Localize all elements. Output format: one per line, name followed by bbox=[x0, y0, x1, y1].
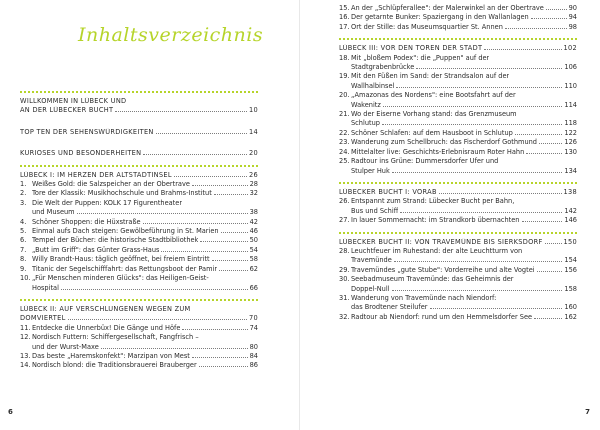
entry-line bbox=[351, 303, 577, 312]
entry-number: 14. bbox=[20, 361, 31, 370]
leader-dots bbox=[546, 9, 567, 10]
entry-title: Radtour ins Grüne: Dummersdorfer Ufer und bbox=[351, 157, 499, 166]
toc-entry[interactable] bbox=[339, 91, 577, 110]
leader-dots bbox=[534, 318, 562, 319]
entry-body bbox=[351, 23, 577, 32]
entry-line bbox=[32, 324, 258, 333]
entry-title: Entdecke die Unnerbüx! Die Gänge und Höfe bbox=[32, 323, 181, 332]
entry-body bbox=[351, 157, 577, 176]
leader-dots bbox=[199, 366, 248, 367]
leader-dots bbox=[392, 290, 563, 291]
entry-title: Seebadmuseum Travemünde: das Geheimnis der bbox=[351, 275, 514, 284]
right-page bbox=[300, 0, 600, 430]
entry-page: 54 bbox=[249, 245, 258, 254]
divider bbox=[339, 38, 577, 40]
entry-page: 154 bbox=[564, 256, 577, 265]
entry-number: 30. bbox=[339, 275, 350, 284]
entry-line bbox=[32, 352, 258, 361]
entry-title: Mittelalter live: Geschichts-Erlebnisraum Roter Hahn bbox=[351, 147, 525, 156]
toc-entry[interactable] bbox=[20, 227, 258, 236]
entry-line bbox=[351, 148, 577, 157]
entry-body bbox=[351, 72, 577, 91]
toc-entry[interactable] bbox=[20, 352, 258, 361]
entry-number: 29. bbox=[339, 265, 350, 274]
entry-number: 16. bbox=[339, 13, 350, 22]
entry-body bbox=[351, 247, 577, 266]
leader-dots bbox=[526, 153, 562, 154]
entry-title: Mit den Füßen im Sand: der Strandsalon auf der bbox=[351, 72, 510, 81]
entry-body bbox=[351, 294, 577, 313]
toc-title: Inhaltsverzeichnis bbox=[78, 24, 264, 46]
leader-dots bbox=[161, 251, 247, 252]
front-matter-kurioses[interactable]: KURIOSES UND BESONDERHEITEN 20 bbox=[20, 149, 258, 158]
entry-page: 80 bbox=[249, 342, 258, 351]
entry-body bbox=[32, 333, 258, 352]
entry-line bbox=[32, 361, 258, 370]
entry-number: 3. bbox=[20, 198, 27, 207]
leader-dots bbox=[77, 213, 248, 214]
toc-entry[interactable] bbox=[20, 180, 258, 189]
entry-line bbox=[32, 284, 258, 293]
entry-number: 8. bbox=[20, 255, 27, 264]
entry-number: 24. bbox=[339, 147, 350, 156]
entry-title: Travemündes „gute Stube": Vorderreihe und alte Vogtei bbox=[351, 265, 535, 274]
toc-entry[interactable] bbox=[339, 13, 577, 22]
entry-number: 20. bbox=[339, 91, 350, 100]
entry-line bbox=[351, 247, 577, 256]
toc-entry[interactable] bbox=[20, 218, 258, 227]
toc-entry[interactable] bbox=[20, 236, 258, 245]
toc-entry[interactable] bbox=[20, 189, 258, 198]
entry-title: Radtour ab Niendorf: rund um den Hemmelsdorfer See bbox=[351, 312, 533, 321]
entry-title: Wanderung zum Schellbruch: das Fischerdorf Gothmund bbox=[351, 138, 537, 147]
entry-page: 32 bbox=[249, 189, 258, 198]
entry-number: 13. bbox=[20, 351, 31, 360]
toc-entry[interactable] bbox=[20, 255, 258, 264]
entry-title: „Amazonas des Nordens": eine Bootsfahrt auf der bbox=[351, 91, 516, 100]
leader-dots bbox=[515, 134, 563, 135]
entry-title: Bus und Schiff bbox=[351, 206, 399, 215]
entry-title: Willy Brandt-Haus: täglich geöffnet, bei freiem Eintritt bbox=[32, 255, 210, 264]
entry-page: 86 bbox=[249, 361, 258, 370]
toc-entry[interactable] bbox=[339, 110, 577, 129]
entry-number: 26. bbox=[339, 197, 350, 206]
entry-title: Stulper Huk bbox=[351, 166, 390, 175]
entry-body bbox=[351, 197, 577, 216]
entry-title: Wo der Eiserne Vorhang stand: das Grenzmuseum bbox=[351, 110, 517, 119]
divider bbox=[339, 182, 577, 184]
entry-page: 118 bbox=[564, 119, 577, 128]
entry-page: 114 bbox=[564, 100, 577, 109]
leader-dots bbox=[383, 106, 563, 107]
entry-title: das Brodtener Steilufer bbox=[351, 303, 428, 312]
entry-page: 158 bbox=[564, 284, 577, 293]
entry-number: 31. bbox=[339, 293, 350, 302]
entry-body bbox=[32, 189, 258, 198]
entry-page: 94 bbox=[568, 13, 577, 22]
entry-title: Wanderung von Travemünde nach Niendorf: bbox=[351, 293, 497, 302]
entry-line bbox=[32, 189, 258, 198]
entry-number: 7. bbox=[20, 245, 27, 254]
entry-title: und Museum bbox=[32, 208, 75, 217]
entry-title: Das beste „Haremskonfekt": Marzipan von Mest bbox=[32, 351, 190, 360]
entry-line bbox=[351, 256, 577, 265]
entry-body bbox=[32, 236, 258, 245]
entry-line bbox=[351, 266, 577, 275]
entry-line bbox=[351, 13, 577, 22]
entry-page: 98 bbox=[568, 22, 577, 31]
entry-number: 28. bbox=[339, 246, 350, 255]
page-number-right: 7 bbox=[585, 408, 590, 416]
entry-page: 62 bbox=[249, 264, 258, 273]
toc-entry[interactable] bbox=[20, 246, 258, 255]
entry-number: 32. bbox=[339, 312, 350, 321]
entry-page: 146 bbox=[564, 216, 577, 225]
entry-body bbox=[351, 148, 577, 157]
leader-dots bbox=[214, 194, 248, 195]
toc-entry[interactable] bbox=[20, 333, 258, 352]
entry-line bbox=[32, 180, 258, 189]
entry-body bbox=[351, 110, 577, 129]
front-matter-welcome[interactable]: WILLKOMMEN IN LÜBECK UND AN DER LÜBECKER BUCHT 10 bbox=[20, 97, 258, 115]
entry-number: 21. bbox=[339, 110, 350, 119]
entry-number: 15. bbox=[339, 4, 350, 12]
toc-entry[interactable] bbox=[339, 216, 577, 225]
entry-body bbox=[351, 266, 577, 275]
entry-line bbox=[32, 274, 258, 283]
entry-line bbox=[351, 119, 577, 128]
entry-title: Hospital bbox=[32, 283, 59, 292]
entry-line bbox=[351, 157, 577, 166]
entry-line bbox=[351, 294, 577, 303]
entry-page: 134 bbox=[564, 166, 577, 175]
entry-title: Ort der Stille: das Museumsquartier St. Annen bbox=[351, 22, 503, 31]
toc-entry[interactable] bbox=[339, 23, 577, 32]
entry-title: Der getarnte Bunker: Spaziergang in den Wallanlagen bbox=[351, 13, 529, 22]
entry-page: 162 bbox=[564, 312, 577, 321]
entry-title: Stadtgrabenbrücke bbox=[351, 63, 415, 72]
entry-title: Tore der Klassik: Musikhochschule und Brahms-Institut bbox=[32, 189, 212, 198]
divider bbox=[20, 165, 258, 167]
entry-title: Tempel der Bücher: die historische Stadtbibliothek bbox=[32, 236, 199, 245]
entry-title: Doppel-Null bbox=[351, 284, 390, 293]
entry-page: 50 bbox=[249, 236, 258, 245]
divider bbox=[20, 91, 258, 93]
entry-line bbox=[351, 54, 577, 63]
entry-line bbox=[351, 4, 577, 13]
entry-number: 2. bbox=[20, 189, 27, 198]
leader-dots bbox=[392, 172, 563, 173]
entry-body bbox=[32, 246, 258, 255]
entry-line bbox=[32, 246, 258, 255]
entry-page: 28 bbox=[249, 180, 258, 189]
leader-dots bbox=[182, 329, 247, 330]
entry-page: 42 bbox=[249, 217, 258, 226]
entry-number: 5. bbox=[20, 227, 27, 236]
entry-title: Nordisch Futtern: Schiffergesellschaft, Fangfrisch – bbox=[32, 333, 199, 342]
toc-entry[interactable] bbox=[20, 265, 258, 274]
entry-number: 1. bbox=[20, 180, 27, 189]
leader-dots bbox=[537, 271, 563, 272]
entry-line bbox=[32, 199, 258, 208]
entry-page: 156 bbox=[564, 265, 577, 274]
entry-line bbox=[32, 333, 258, 342]
entry-number: 19. bbox=[339, 72, 350, 81]
entry-page: 106 bbox=[564, 63, 577, 72]
entry-line bbox=[351, 82, 577, 91]
toc-entry[interactable] bbox=[339, 266, 577, 275]
entry-line bbox=[32, 208, 258, 217]
entry-title: Wallhalbinsel bbox=[351, 81, 395, 90]
entry-page: 160 bbox=[564, 303, 577, 312]
entry-title: Nordisch blond: die Traditionsbrauerei Brauberger bbox=[32, 361, 197, 370]
section-heading-luebeck-3[interactable]: LÜBECK III: VOR DEN TOREN DER STADT 102 bbox=[339, 44, 577, 53]
entry-title: Titanic der Segelschifffahrt: das Rettungsboot der Pamir bbox=[32, 264, 218, 273]
toc-entry[interactable] bbox=[20, 324, 258, 333]
entry-line bbox=[351, 72, 577, 81]
entry-line bbox=[32, 255, 258, 264]
entry-title: Leuchtfeuer im Ruhestand: der alte Leuchtturm von bbox=[351, 246, 523, 255]
leader-dots bbox=[394, 261, 563, 262]
entry-title: Weißes Gold: die Salzspeicher an der Obertrave bbox=[32, 180, 190, 189]
entry-page: 130 bbox=[564, 147, 577, 156]
toc-entry[interactable] bbox=[339, 313, 577, 322]
entry-line bbox=[351, 110, 577, 119]
entry-body bbox=[32, 352, 258, 361]
entry-line bbox=[351, 197, 577, 206]
toc-entry[interactable] bbox=[339, 148, 577, 157]
continued-entries bbox=[339, 4, 577, 32]
entry-body bbox=[351, 313, 577, 322]
entry-title: Mit „bloßem Podex": die „Puppen" auf der bbox=[351, 53, 490, 62]
entry-title: Einmal aufs Dach steigen: Gewölbeführung in St. Marien bbox=[32, 227, 219, 236]
entry-title: „Butt im Griff": das Günter Grass-Haus bbox=[32, 245, 160, 254]
toc-entry[interactable] bbox=[339, 129, 577, 138]
leader-dots bbox=[212, 260, 248, 261]
toc-entry[interactable] bbox=[339, 4, 577, 13]
leader-dots bbox=[531, 18, 567, 19]
entry-number: 9. bbox=[20, 264, 27, 273]
section-entries-bucht-1 bbox=[339, 197, 577, 225]
entry-body bbox=[351, 54, 577, 73]
entry-line bbox=[351, 23, 577, 32]
page-number-left: 6 bbox=[8, 408, 13, 416]
leader-dots bbox=[61, 289, 248, 290]
toc-entry[interactable] bbox=[339, 138, 577, 147]
entry-line bbox=[351, 207, 577, 216]
left-toc-column bbox=[20, 88, 258, 371]
entry-title: Wakenitz bbox=[351, 100, 381, 109]
toc-entry[interactable] bbox=[20, 274, 258, 293]
entry-body bbox=[351, 275, 577, 294]
leader-dots bbox=[430, 308, 563, 309]
entry-page: 46 bbox=[249, 227, 258, 236]
entry-line bbox=[351, 285, 577, 294]
leader-dots bbox=[200, 241, 247, 242]
entry-page: 38 bbox=[249, 208, 258, 217]
entry-line bbox=[351, 101, 577, 110]
entry-body bbox=[351, 13, 577, 22]
entry-title: In lauer Sommernacht: im Strandkorb übernachten bbox=[351, 216, 520, 225]
entry-page: 58 bbox=[249, 255, 258, 264]
entry-body bbox=[32, 361, 258, 370]
entry-body bbox=[351, 91, 577, 110]
entry-title: und der Wurst-Maxe bbox=[32, 342, 99, 351]
entry-number: 22. bbox=[339, 128, 350, 137]
entry-title: An der „Schlüpferallee": der Malerwinkel an der Obertrave bbox=[351, 4, 544, 12]
entry-line bbox=[32, 343, 258, 352]
entry-body bbox=[32, 274, 258, 293]
right-toc-column bbox=[339, 4, 577, 322]
entry-line bbox=[351, 91, 577, 100]
entry-number: 17. bbox=[339, 22, 350, 31]
entry-page: 110 bbox=[564, 81, 577, 90]
entry-line bbox=[351, 138, 577, 147]
entry-body bbox=[32, 227, 258, 236]
divider bbox=[20, 299, 258, 301]
section-entries-bucht-2 bbox=[339, 247, 577, 322]
entry-title: „Für Menschen minderen Glücks": das Heiligen-Geist- bbox=[32, 274, 209, 283]
entry-number: 10. bbox=[20, 274, 31, 283]
toc-entry[interactable] bbox=[339, 197, 577, 216]
toc-entry[interactable] bbox=[339, 72, 577, 91]
entry-number: 27. bbox=[339, 216, 350, 225]
entry-line bbox=[32, 227, 258, 236]
entry-number: 18. bbox=[339, 53, 350, 62]
entry-body bbox=[351, 216, 577, 225]
entry-number: 11. bbox=[20, 323, 31, 332]
leader-dots bbox=[101, 348, 248, 349]
toc-entry[interactable] bbox=[339, 157, 577, 176]
leader-dots bbox=[505, 28, 567, 29]
entry-body bbox=[351, 138, 577, 147]
entry-title: Travemünde bbox=[351, 256, 392, 265]
toc-entry[interactable] bbox=[339, 247, 577, 266]
entry-number: 4. bbox=[20, 217, 27, 226]
entry-number: 6. bbox=[20, 236, 27, 245]
toc-entry[interactable] bbox=[339, 294, 577, 313]
leader-dots bbox=[219, 270, 248, 271]
entry-body bbox=[32, 180, 258, 189]
entry-body bbox=[32, 324, 258, 333]
entry-line bbox=[32, 236, 258, 245]
entry-body bbox=[351, 4, 577, 13]
leader-dots bbox=[382, 124, 562, 125]
entry-line bbox=[351, 63, 577, 72]
section-heading-bucht-2[interactable]: LÜBECKER BUCHT II: VON TRAVEMÜNDE BIS SIERKSDORF 150 bbox=[339, 237, 577, 246]
entry-body bbox=[32, 265, 258, 274]
leader-dots bbox=[416, 68, 562, 69]
entry-body bbox=[32, 255, 258, 264]
entry-line bbox=[351, 216, 577, 225]
entry-page: 90 bbox=[568, 4, 577, 12]
section-entries-luebeck-3 bbox=[339, 54, 577, 176]
entry-body bbox=[351, 129, 577, 138]
toc-entry[interactable] bbox=[339, 275, 577, 294]
entry-page: 74 bbox=[249, 323, 258, 332]
entry-title: Entspannt zum Strand: Lübecker Bucht per Bahn, bbox=[351, 197, 515, 206]
section-heading-bucht-1[interactable]: LÜBECKER BUCHT I: VORAB 138 bbox=[339, 187, 577, 196]
section-heading-luebeck-2[interactable]: LÜBECK II: AUF VERSCHLUNGENEN WEGEN ZUM DOMVIERTEL 70 bbox=[20, 304, 258, 323]
leader-dots bbox=[143, 223, 248, 224]
leader-dots bbox=[539, 143, 562, 144]
entry-title: Die Welt der Puppen: KOLK 17 Figurentheater bbox=[32, 198, 183, 207]
entry-page: 84 bbox=[249, 351, 258, 360]
entry-line bbox=[351, 313, 577, 322]
section-entries-luebeck-2 bbox=[20, 324, 258, 371]
entry-body bbox=[32, 218, 258, 227]
entry-body bbox=[32, 199, 258, 218]
entry-line bbox=[32, 265, 258, 274]
entry-line bbox=[351, 275, 577, 284]
leader-dots bbox=[192, 357, 248, 358]
entry-number: 23. bbox=[339, 138, 350, 147]
leader-dots bbox=[192, 185, 248, 186]
section-entries-luebeck-1 bbox=[20, 180, 258, 293]
entry-number: 25. bbox=[339, 157, 350, 166]
entry-page: 142 bbox=[564, 206, 577, 215]
entry-title: Schlutup bbox=[351, 119, 380, 128]
toc-entry[interactable] bbox=[20, 361, 258, 370]
section-heading-luebeck-1[interactable]: LÜBECK I: IM HERZEN DER ALTSTADTINSEL 26 bbox=[20, 170, 258, 179]
entry-page: 126 bbox=[564, 138, 577, 147]
entry-number: 12. bbox=[20, 333, 31, 342]
entry-page: 122 bbox=[564, 128, 577, 137]
entry-line bbox=[351, 129, 577, 138]
leader-dots bbox=[400, 212, 562, 213]
leader-dots bbox=[221, 232, 248, 233]
leader-dots bbox=[522, 221, 563, 222]
entry-line bbox=[351, 167, 577, 176]
toc-entry[interactable] bbox=[339, 54, 577, 73]
entry-line bbox=[32, 218, 258, 227]
front-matter-top-ten[interactable]: TOP TEN DER SEHENSWÜRDIGKEITEN 14 bbox=[20, 127, 258, 136]
toc-entry[interactable] bbox=[20, 199, 258, 218]
entry-page: 66 bbox=[249, 283, 258, 292]
entry-title: Schöner Shoppen: die Hüxstraße bbox=[32, 217, 141, 226]
divider bbox=[339, 232, 577, 234]
leader-dots bbox=[396, 87, 562, 88]
entry-title: Schöner Schlafen: auf dem Hausboot in Schlutup bbox=[351, 128, 513, 137]
